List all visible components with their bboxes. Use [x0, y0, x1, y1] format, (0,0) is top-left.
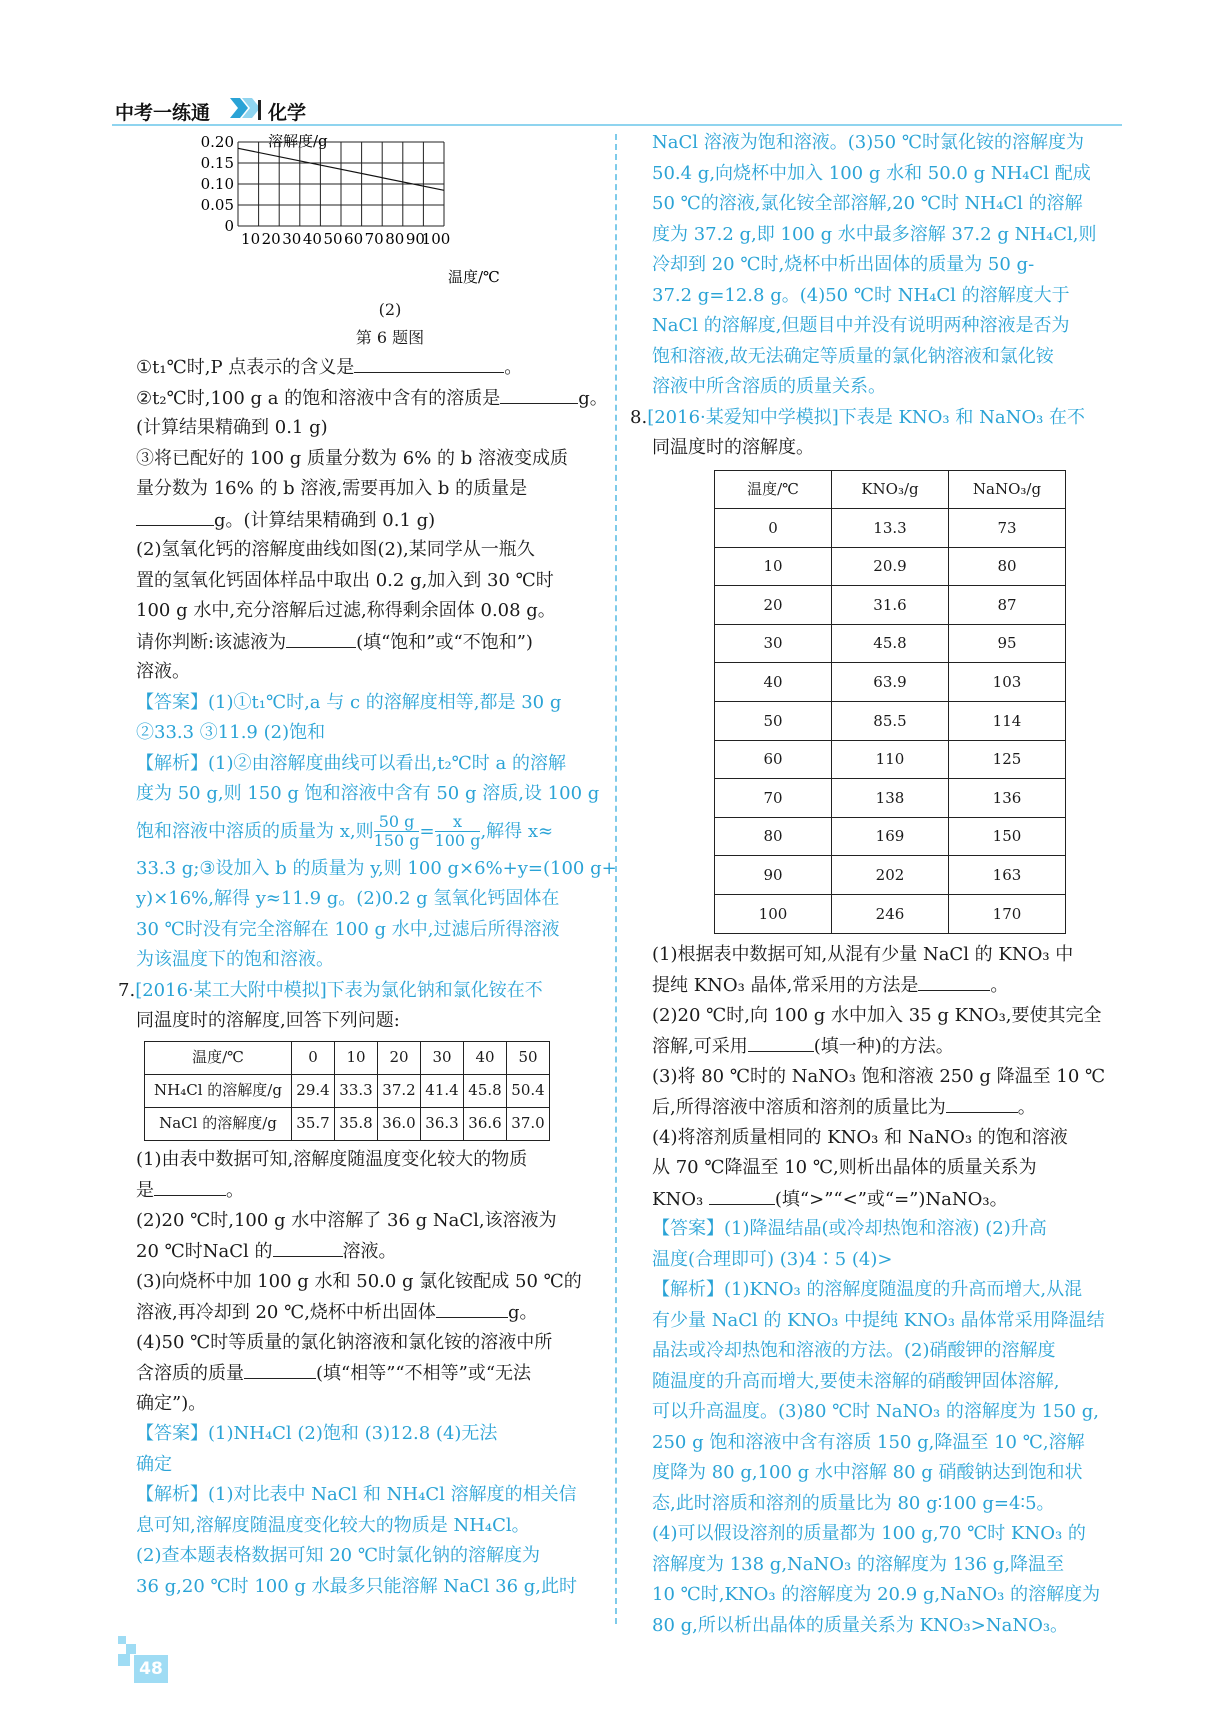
header-rule	[112, 124, 1122, 126]
q6-part2-end: 溶液。	[136, 661, 190, 682]
graph-xlabel: 温度/℃	[448, 268, 500, 286]
answer-blank[interactable]	[354, 352, 504, 373]
q8-stem: 8.[2016·某爱知中学模拟]下表是 KNO₃ 和 NaNO₃ 在不	[630, 406, 1086, 428]
q8-number: 8.	[630, 406, 648, 428]
q8-analysis-line: 可以升高温度。(3)80 ℃时 NaNO₃ 的溶解度为 150 g,	[652, 1401, 1099, 1423]
answer-blank[interactable]	[286, 627, 356, 648]
x-tick-label: 10	[241, 230, 261, 248]
left-column: ①t₁℃时,P 点表示的含义是 。 ②t₂℃时,100 g a 的饱和溶液中含有的溶质是 g。 (计算结果精确到 0.1 g) ③将已配好的 100 g 质量分数为 6% 的 b 溶液变成质 量分数为 16% 的 b 溶液,需要再加入 b 的质量是 g。(计算结果精确到 0.1 g) (2)氢氧化钙的溶解度曲线如图(2),某同学从一瓶久 置的氢氧化钙固体样品中取出 0.2 g,加入到 30 ℃时 100 g 水中,充分溶解后过滤,称得剩余固体 0.08 g。 请你判断:该滤液为 (填“饱和”或“不饱和”) 溶液。 【答案】(1)①t₁℃时,a 与 c 的溶解度相等,都是 30 g ②33.3 ③11.9 (2)饱和 【解析】(1)②由溶解度曲线可以看出,t₂℃时 a 的溶解 度为 50 g,则 150 g 饱和溶液中含有 50 g 溶质,设 100 g 饱和溶液中溶质的质量为 x,则 $\frac{50 g}{150 g}$ = $\frac{x}{100 g}$ ,解得 x≈ 33.3 g;③设加入 b 的质量为 y,则 100 g×6%+y=(100 g+ y)×16%,解得 y≈11.9 g。(2)0.2 g 氢氧化钙固体在 30 ℃时没有完全溶解在 100 g 水中,过滤后所得溶液 为该温度下的饱和溶液。 7.[2016·某工大附中模拟]下表为氯化钠和氯化铵在不 同温度时的溶解度,回答下列问题: 温度/℃ 0 10 20 30 40 50 NH₄Cl 的溶解度/g 29.4 33.3 37.2 41.4 45.8 50.4 NaCl 的溶解度/g 35.7 35.8 36.0 36.3 36.6 37.0 (1)由表中数据可知,溶解度随温度变化较大的物质 是 。 (2)20 ℃时,100 g 水中溶解了 36 g NaCl,该溶液为 20 ℃时NaCl 的 溶液。 (3)向烧杯中加 100 g 水和 50.0 g 氯化铵配成 50 ℃的 溶液,再冷却到 20 ℃,烧杯中析出固体 g。 (4)50 ℃时等质量的氯化钠溶液和氯化铵的溶液中所 含溶质的质量 (填“相等”“不相等”或“无法 确定”)。 【答案】(1)NH₄Cl (2)饱和 (3)12.8 (4)无法 确定 【解析】(1)对比表中 NaCl 和 NH₄Cl 溶解度的相关信 息可知,溶解度随温度变化较大的物质是 NH₄Cl。 (2)查本题表格数据可知 20 ℃时氯化钠的溶解度为 36 g,20 ℃时 100 g 水最多只能溶解 NaCl 36 g,此时	[118, 352, 604, 1602]
q8-stem-cont: 同温度时的溶解度。	[652, 437, 814, 458]
table-cell: 103	[949, 663, 1066, 702]
table-cell: 95	[949, 624, 1066, 663]
q8-sub4: (4)将溶剂质量相同的 KNO₃ 和 NaNO₃ 的饱和溶液	[652, 1126, 1068, 1148]
table-cell: 80	[715, 817, 832, 856]
q7-analysis-cont: 50 ℃的溶液,氯化铵全部溶解,20 ℃时 NH₄Cl 的溶解	[652, 193, 1083, 214]
table-cell: 63.9	[832, 663, 949, 702]
table-row	[715, 586, 1066, 625]
table-cell: 114	[949, 702, 1066, 741]
table-cell: 0	[715, 509, 832, 548]
q8-table	[714, 470, 1066, 934]
answer-blank[interactable]	[154, 1175, 226, 1196]
q7-analysis-line: 36 g,20 ℃时 100 g 水最多只能溶解 NaCl 36 g,此时	[136, 1575, 577, 1597]
q6-analysis: 【解析】(1)②由溶解度曲线可以看出,t₂℃时 a 的溶解	[136, 752, 566, 774]
q8-analysis-line: 态,此时溶质和溶剂的质量比为 80 g∶100 g=4∶5。	[652, 1492, 1055, 1514]
q6-part2-line: 请你判断:该滤液为	[136, 631, 287, 653]
decor-square	[118, 1654, 130, 1666]
answer-blank[interactable]	[748, 1031, 814, 1052]
graph-ylabel: 溶解度/g	[268, 134, 328, 150]
series-title: 中考一练通	[115, 102, 211, 124]
table-cell: 150	[949, 817, 1066, 856]
q6-answer-cont: ②33.3 ③11.9 (2)饱和	[136, 722, 326, 743]
table-cell: 163	[949, 856, 1066, 895]
table-row	[715, 547, 1066, 586]
table-cell: 20	[715, 586, 832, 625]
answer-blank[interactable]	[918, 970, 990, 991]
subject-title: 化学	[268, 102, 307, 124]
decor-square	[126, 1644, 136, 1654]
table-cell: 10	[715, 547, 832, 586]
x-tick-label: 30	[282, 230, 302, 248]
table-cell: 100	[715, 895, 832, 934]
table-row	[715, 779, 1066, 818]
page-number: 48	[134, 1655, 168, 1683]
q8-analysis-line: 有少量 NaCl 的 KNO₃ 中提纯 KNO₃ 晶体常采用降温结	[652, 1309, 1105, 1331]
q8-sub2: (2)20 ℃时,向 100 g 水中加入 35 g KNO₃,要使其完全	[652, 1004, 1102, 1026]
q7-analysis-cont: 冷却到 20 ℃时,烧杯中析出固体的质量为 50 g-	[652, 254, 1035, 275]
header-separator	[258, 100, 261, 120]
q8-analysis-line: 晶法或冷却热饱和溶液的方法。(2)硝酸钾的溶解度	[652, 1340, 1056, 1362]
q7-stem-cont: 同温度时的溶解度,回答下列问题:	[136, 1010, 400, 1031]
decor-square	[118, 1636, 126, 1644]
x-tick-label: 60	[344, 230, 364, 248]
table-row	[715, 856, 1066, 895]
table-cell: 45.8	[832, 624, 949, 663]
q8-analysis-line: 80 g,所以析出晶体的质量关系为 KNO₃>NaNO₃。	[652, 1614, 1069, 1636]
q7-analysis-cont: 溶液中所含溶质的质量关系。	[652, 376, 886, 397]
y-tick-label: 0	[224, 217, 234, 235]
table-row	[715, 895, 1066, 934]
q6-analysis-frac-line: 饱和溶液中溶质的质量为 x,则 $\frac{50 g}{150 g}$ = $\frac{x}{100 g}$ ,解得 x≈	[136, 812, 554, 850]
q7-analysis: 【解析】(1)对比表中 NaCl 和 NH₄Cl 溶解度的相关信	[136, 1484, 577, 1505]
solubility-graph	[150, 134, 530, 298]
q7-answer: 【答案】(1)NH₄Cl (2)饱和 (3)12.8 (4)无法	[136, 1423, 498, 1444]
figure-number: (2)	[378, 300, 402, 319]
table-cell: 125	[949, 740, 1066, 779]
x-tick-label: 70	[364, 230, 384, 248]
q7-analysis-cont: 度为 37.2 g,即 100 g 水中最多溶解 37.2 g NH₄Cl,则	[652, 223, 1097, 245]
q6-analysis-line: 为该温度下的饱和溶液。	[136, 949, 334, 970]
answer-blank[interactable]	[946, 1092, 1018, 1113]
q8-sub3: (3)将 80 ℃时的 NaNO₃ 饱和溶液 250 g 降温至 10 ℃	[652, 1065, 1106, 1087]
table-cell: 70	[715, 779, 832, 818]
q7-sub2: (2)20 ℃时,100 g 水中溶解了 36 g NaCl,该溶液为	[136, 1209, 557, 1231]
q6-analysis-line: 度为 50 g,则 150 g 饱和溶液中含有 50 g 溶质,设 100 g	[136, 783, 600, 804]
q8-sub1: (1)根据表中数据可知,从混有少量 NaCl 的 KNO₃ 中	[652, 943, 1074, 965]
q6-part2-line: 100 g 水中,充分溶解后过滤,称得剩余固体 0.08 g。	[136, 600, 556, 621]
q8-analysis-line: (4)可以假设溶剂的质量都为 100 g,70 ℃时 KNO₃ 的	[652, 1523, 1086, 1545]
table-cell: 温度/℃	[715, 470, 832, 509]
q8-answer: 【答案】(1)降温结晶(或冷却热饱和溶液) (2)升高	[652, 1218, 1047, 1240]
q7-sub4-end: 确定”)。	[136, 1392, 207, 1414]
x-tick-label: 40	[302, 230, 322, 248]
x-tick-label: 20	[261, 230, 281, 248]
x-tick-label: 80	[385, 230, 405, 248]
table-row	[715, 817, 1066, 856]
q7-table: 温度/℃ 0 10 20 30 40 50 NH₄Cl 的溶解度/g 29.4 33.3 37.2 41.4 45.8 50.4 NaCl 的溶解度/g 35.7 35.8 36.0 36.3 36.6 37.0	[144, 1041, 550, 1141]
answer-blank[interactable]	[500, 383, 578, 404]
figure-caption: 第 6 题图	[355, 328, 425, 347]
q8-analysis: 【解析】(1)KNO₃ 的溶解度随温度的升高而增大,从混	[652, 1279, 1083, 1301]
q6-analysis-line: 30 ℃时没有完全溶解在 100 g 水中,过滤后所得溶液	[136, 918, 560, 940]
q7-analysis-cont: NaCl 的溶解度,但题目中并没有说明两种溶液是否为	[652, 315, 1070, 336]
q8-analysis-line: 度降为 80 g,100 g 水中溶解 80 g 硝酸钠达到饱和状	[652, 1462, 1083, 1484]
q8-answer-cont: 温度(合理即可) (3)4∶5 (4)>	[652, 1248, 893, 1270]
q7-sub1: (1)由表中数据可知,溶解度随温度变化较大的物质	[136, 1148, 528, 1170]
q7-analysis-cont: 50.4 g,向烧杯中加入 100 g 水和 50.0 g NH₄Cl 配成	[652, 162, 1091, 184]
q6-sub3-end: g。(计算结果精确到 0.1 g)	[214, 509, 436, 531]
q6-answer: 【答案】(1)①t₁℃时,a 与 c 的溶解度相等,都是 30 g	[136, 691, 562, 713]
q6-sub3-cont: 量分数为 16% 的 b 溶液,需要再加入 b 的质量是	[136, 478, 528, 499]
q7-analysis-cont: 饱和溶液,故无法确定等质量的氯化钠溶液和氯化铵	[652, 345, 1054, 367]
table-cell: 138	[832, 779, 949, 818]
table-row	[715, 702, 1066, 741]
q8-analysis-line: 溶解度为 138 g,NaNO₃ 的溶解度为 136 g,降温至	[652, 1553, 1065, 1575]
table-header-row	[715, 470, 1066, 509]
q7-stem: 7.[2016·某工大附中模拟]下表为氯化钠和氯化铵在不	[118, 979, 543, 1001]
answer-blank[interactable]	[244, 1358, 316, 1379]
table-cell: 87	[949, 586, 1066, 625]
right-column: NaCl 溶液为饱和溶液。(3)50 ℃时氯化铵的溶解度为 50.4 g,向烧杯中加入 100 g 水和 50.0 g NH₄Cl 配成 50 ℃的溶液,氯化铵全部溶解,20 ℃时 NH₄Cl 的溶解 度为 37.2 g,即 100 g 水中最多溶解 37.2 g NH₄Cl,则 冷却到 20 ℃时,烧杯中析出固体的质量为 50 g- 37.2 g=12.8 g。(4)50 ℃时 NH₄Cl 的溶解度大于 NaCl 的溶解度,但题目中并没有说明两种溶液是否为 饱和溶液,故无法确定等质量的氯化钠溶液和氯化铵 溶液中所含溶质的质量关系。 8.[2016·某爱知中学模拟]下表是 KNO₃ 和 NaNO₃ 在不 同温度时的溶解度。 温度/℃ KNO₃/g NaNO₃/g 0 13.3 73 10 20.9 80 20 31.6 87 30 45.8 95 40 63.9 103 50 85.5 114 60 110 125 70 138 136 80 169 150 90 202 163 100 246 170 (1)根据表中数据可知,从混有少量 NaCl 的 KNO₃ 中 提纯 KNO₃ 晶体,常采用的方法是 。 (2)20 ℃时,向 100 g 水中加入 35 g KNO₃,要使其完全 溶解,可采用 (填一种)的方法。 (3)将 80 ℃时的 NaNO₃ 饱和溶液 250 g 降温至 10 ℃ 后,所得溶液中溶质和溶剂的质量比为 。 (4)将溶剂质量相同的 KNO₃ 和 NaNO₃ 的饱和溶液 从 70 ℃降温至 10 ℃,则析出晶体的质量关系为 KNO₃ (填“>”“<”或“=”)NaNO₃。 【答案】(1)降温结晶(或冷却热饱和溶液) (2)升高 温度(合理即可) (3)4∶5 (4)> 【解析】(1)KNO₃ 的溶解度随温度的升高而增大,从混 有少量 NaCl 的 KNO₃ 中提纯 KNO₃ 晶体常采用降温结 晶法或冷却热饱和溶液的方法。(2)硝酸钾的溶解度 随温度的升高而增大,要使未溶解的硝酸钾固体溶解, 可以升高温度。(3)80 ℃时 NaNO₃ 的溶解度为 150 g, 250 g 饱和溶液中含有溶质 150 g,降温至 10 ℃,溶解 度降为 80 g,100 g 水中溶解 80 g 硝酸钠达到饱和状 态,此时溶质和溶剂的质量比为 80 g∶100 g=4∶5。 (4)可以假设溶剂的质量都为 100 g,70 ℃时 KNO₃ 的 溶解度为 138 g,NaNO₃ 的溶解度为 136 g,降温至 10 ℃时,KNO₃ 的溶解度为 20.9 g,NaNO₃ 的溶解度为 80 g,所以析出晶体的质量关系为 KNO₃>NaNO₃。	[652, 128, 1122, 1641]
answer-blank[interactable]	[436, 1297, 508, 1318]
table-cell: 60	[715, 740, 832, 779]
table-row	[715, 509, 1066, 548]
table-cell: 20.9	[832, 547, 949, 586]
q8-sub4-cont: 从 70 ℃降温至 10 ℃,则析出晶体的质量关系为	[652, 1157, 1037, 1179]
q7-analysis-line: 息可知,溶解度随温度变化较大的物质是 NH₄Cl。	[136, 1514, 530, 1536]
q7-analysis-cont: 37.2 g=12.8 g。(4)50 ℃时 NH₄Cl 的溶解度大于	[652, 284, 1070, 306]
table-cell: 80	[949, 547, 1066, 586]
table-cell: 169	[832, 817, 949, 856]
q6-analysis-line: y)×16%,解得 y≈11.9 g。(2)0.2 g 氢氧化钙固体在	[136, 888, 560, 909]
table-cell: 110	[832, 740, 949, 779]
table-row	[715, 663, 1066, 702]
answer-blank[interactable]	[136, 505, 214, 526]
x-tick-label: 100	[421, 230, 451, 248]
q6-sub1: ①t₁℃时,P 点表示的含义是 。	[118, 352, 604, 383]
q6-part2-line: 置的氢氧化钙固体样品中取出 0.2 g,加入到 30 ℃时	[136, 569, 554, 591]
q7-answer-cont: 确定	[136, 1453, 172, 1475]
q6-sub2: ②t₂℃时,100 g a 的饱和溶液中含有的溶质是 g。	[118, 383, 604, 414]
table-cell: 202	[832, 856, 949, 895]
table-cell: 90	[715, 856, 832, 895]
q7-number: 7.	[118, 979, 136, 1001]
q6-part2: (2)氢氧化钙的溶解度曲线如图(2),某同学从一瓶久	[136, 539, 535, 560]
table-cell: KNO₃/g	[832, 470, 949, 509]
answer-blank[interactable]	[709, 1184, 775, 1205]
q6-analysis-line: 33.3 g;③设加入 b 的质量为 y,则 100 g×6%+y=(100 g+	[136, 857, 617, 879]
q6-note: (计算结果精确到 0.1 g)	[136, 417, 328, 438]
y-tick-label: 0.20	[200, 134, 234, 151]
table-cell: 136	[949, 779, 1066, 818]
table-cell: NaNO₃/g	[949, 470, 1066, 509]
table-cell: 40	[715, 663, 832, 702]
y-tick-label: 0.10	[200, 175, 234, 193]
table-cell: 170	[949, 895, 1066, 934]
table-cell: 246	[832, 895, 949, 934]
q7-sub4: (4)50 ℃时等质量的氯化钠溶液和氯化铵的溶液中所	[136, 1331, 553, 1353]
q6-sub3: ③将已配好的 100 g 质量分数为 6% 的 b 溶液变成质	[136, 447, 569, 469]
table-cell: 50	[715, 702, 832, 741]
x-tick-label: 90	[405, 230, 425, 248]
table-cell: 73	[949, 509, 1066, 548]
q8-analysis-line: 10 ℃时,KNO₃ 的溶解度为 20.9 g,NaNO₃ 的溶解度为	[652, 1584, 1101, 1606]
q8-analysis-line: 250 g 饱和溶液中含有溶质 150 g,降温至 10 ℃,溶解	[652, 1431, 1085, 1453]
table-cell: 85.5	[832, 702, 949, 741]
q8-analysis-line: 随温度的升高而增大,要使未溶解的硝酸钾固体溶解,	[652, 1370, 1060, 1392]
graph-svg	[150, 134, 530, 294]
table-cell: 30	[715, 624, 832, 663]
x-tick-label: 50	[323, 230, 343, 248]
table-cell: 13.3	[832, 509, 949, 548]
answer-blank[interactable]	[273, 1236, 343, 1257]
q7-sub3: (3)向烧杯中加 100 g 水和 50.0 g 氯化铵配成 50 ℃的	[136, 1270, 582, 1292]
y-tick-label: 0.15	[200, 154, 234, 172]
q7-analysis-cont: NaCl 溶液为饱和溶液。(3)50 ℃时氯化铵的溶解度为	[652, 132, 1084, 153]
table-row	[715, 624, 1066, 663]
table-row	[715, 740, 1066, 779]
table-cell: 31.6	[832, 586, 949, 625]
q7-analysis-line: (2)查本题表格数据可知 20 ℃时氯化钠的溶解度为	[136, 1545, 540, 1566]
y-tick-label: 0.05	[200, 196, 234, 214]
